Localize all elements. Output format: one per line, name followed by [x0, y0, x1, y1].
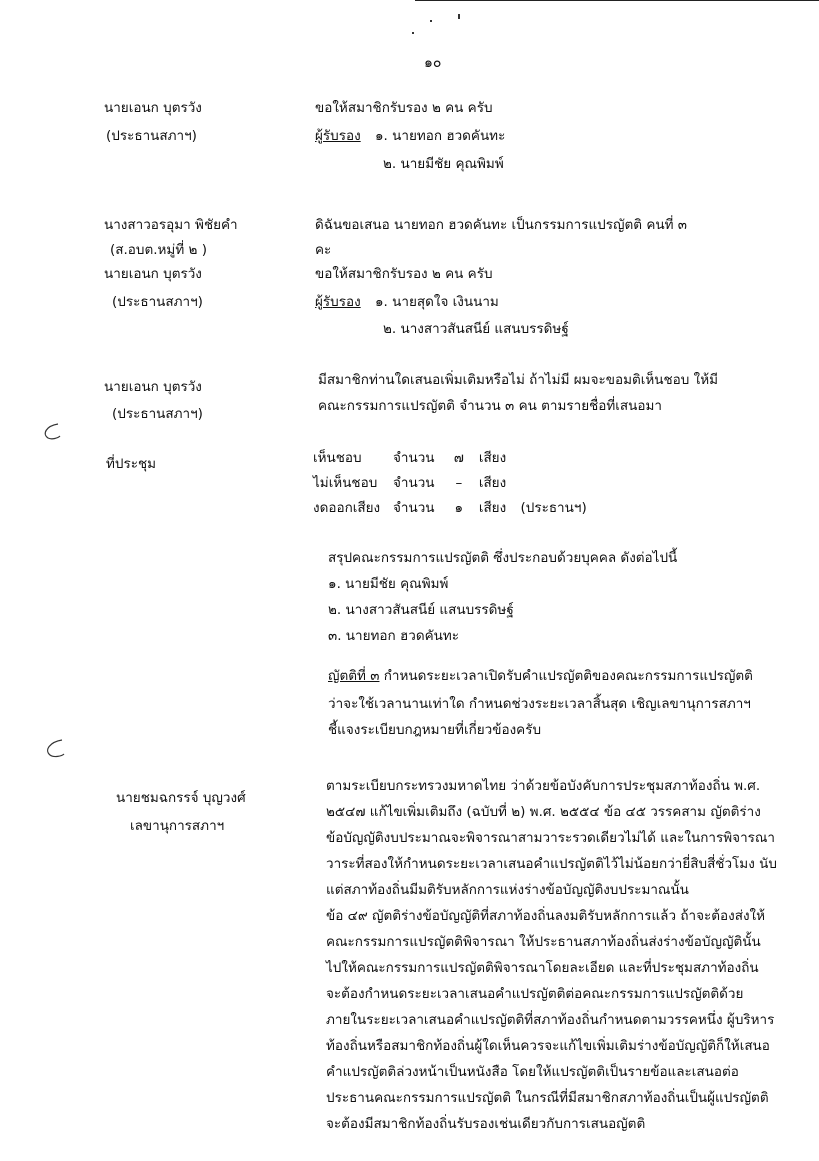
speaker-name: นายเอนก บุตรวัง: [104, 100, 202, 116]
vote-count: –: [455, 475, 463, 491]
vote-label: งดออกเสียง: [313, 500, 381, 516]
committee-member: ๓. นายทอก ฮวดคันทะ: [328, 628, 459, 644]
speaker-role: (ประธานสภาฯ): [112, 294, 203, 310]
paragraph-line: คำแปรญัตติล่วงหน้าเป็นหนังสือ โดยให้แปรญัตติเป็นรายข้อและเสนอต่อ: [326, 1064, 739, 1080]
paragraph-line: คณะกรรมการแปรญัตติพิจารณา ให้ประธานสภาท้องถิ่นส่งร่างข้อบัญญัตินั้น: [326, 934, 761, 950]
paragraph-line: ภายในระยะเวลาเสนอคำแปรญัตติที่สภาท้องถิ่นกำหนดตามวรรคหนึ่ง ผู้บริหาร: [326, 1012, 775, 1028]
speaker-name: นายเอนก บุตรวัง: [104, 379, 202, 395]
agenda-line: ชี้แจงระเบียบกฎหมายที่เกี่ยวข้องครับ: [328, 722, 542, 738]
committee-member: ๒. นางสาวสันสนีย์ แสนบรรดิษฐ์: [328, 602, 514, 618]
endorser-line: [315, 124, 505, 146]
vote-count-label: จำนวน: [393, 475, 435, 491]
vote-label: เห็นชอบ: [313, 450, 362, 466]
statement-line: มีสมาชิกท่านใดเสนอเพิ่มเติมหรือไม่ ถ้าไม่มี ผมจะขอมติเห็นชอบ ให้มี: [318, 372, 719, 388]
speaker-name: นายชมฉกรรจ์ บุญวงศ์: [116, 790, 246, 806]
vote-count-label: จำนวน: [393, 500, 435, 516]
statement-line: ขอให้สมาชิกรับรอง ๒ คน ครับ: [315, 100, 493, 116]
vote-note: (ประธานฯ): [520, 500, 587, 516]
paragraph-line: แต่สภาท้องถิ่นมีมติรับหลักการแห่งร่างข้อบัญญัติงบประมาณนั้น: [326, 882, 689, 898]
vote-row-approve: [313, 446, 506, 468]
scan-speck: [458, 14, 460, 19]
statement-line: ดิฉันขอเสนอ นายทอก ฮวดคันทะ เป็นกรรมการแปรญัตติ คนที่ ๓: [315, 217, 688, 233]
endorser-name: ๑. นายสุดใจ เงินนาม: [374, 294, 499, 310]
agenda-line: ว่าจะใช้เวลานานเท่าใด กำหนดช่วงระยะเวลาสิ้นสุด เชิญเลขานุการสภาฯ: [328, 696, 751, 712]
vote-unit: เสียง: [478, 475, 507, 491]
paragraph-line: จะต้องกำหนดระยะเวลาเสนอคำแปรญัตติต่อคณะกรรมการแปรญัตติด้วย: [326, 986, 744, 1002]
committee-summary-title: สรุปคณะกรรมการแปรญัตติ ซึ่งประกอบด้วยบุคคล ดังต่อไปนี้: [328, 550, 678, 566]
vote-count: ๗: [453, 450, 464, 466]
agenda-line: [328, 664, 753, 686]
committee-member: ๑. นายมีชัย คุณพิมพ์: [328, 576, 449, 592]
vote-unit: เสียง: [478, 500, 507, 516]
statement-line: คะ: [315, 242, 332, 258]
statement-line: ขอให้สมาชิกรับรอง ๒ คน ครับ: [315, 266, 493, 282]
speaker-name: ที่ประชุม: [106, 456, 157, 472]
vote-count-label: จำนวน: [393, 450, 435, 466]
scan-speck: [430, 20, 432, 22]
statement-line: คณะกรรมการแปรญัตติ จำนวน ๓ คน ตามรายชื่อที่เสนอมา: [318, 398, 662, 414]
speaker-role: เลขานุการสภาฯ: [130, 818, 225, 834]
endorser-label: ผู้รับรอง: [315, 128, 361, 144]
paragraph-line: วาระที่สองให้กำหนดระยะเวลาเสนอคำแปรญัตติไว้ไม่น้อยกว่ายี่สิบสี่ชั่วโมง นับ: [326, 856, 777, 872]
endorser-label: ผู้รับรอง: [315, 294, 361, 310]
speaker-role: (ประธานสภาฯ): [112, 406, 203, 422]
agenda-text: กำหนดระยะเวลาเปิดรับคำแปรญัตติของคณะกรรมการแปรญัตติ: [379, 668, 753, 684]
paragraph-line: ตามระเบียบกระทรวงมหาดไทย ว่าด้วยข้อบังคับการประชุมสภาท้องถิ่น พ.ศ.: [326, 778, 761, 794]
vote-row-reject: [313, 471, 506, 493]
vote-unit: เสียง: [478, 450, 507, 466]
speaker-role: (ส.อบต.หมู่ที่ ๒ ): [110, 242, 207, 258]
margin-mark: [36, 420, 66, 444]
margin-mark: [38, 736, 70, 762]
page-number: ๑๐: [424, 55, 442, 71]
paragraph-line: ประธานคณะกรรมการแปรญัตติ ในกรณีที่มีสมาชิกสภาท้องถิ่นเป็นผู้แปรญัตติ: [326, 1090, 769, 1106]
endorser-name: ๒. นายมีชัย คุณพิมพ์: [383, 156, 504, 172]
speaker-role: (ประธานสภาฯ): [106, 128, 197, 144]
speaker-name: นายเอนก บุตรวัง: [104, 266, 202, 282]
paragraph-line: ท้องถิ่นหรือสมาชิกท้องถิ่นผู้ใดเห็นควรจะแก้ไขเพิ่มเติมร่างข้อบัญญัติก็ให้เสนอ: [326, 1038, 770, 1054]
paragraph-line: ๒๕๔๗ แก้ไขเพิ่มเติมถึง (ฉบับที่ ๒) พ.ศ. ๒๕๕๔ ข้อ ๔๕ วรรคสาม ญัตติร่าง: [326, 804, 761, 820]
speaker-name: นางสาวอรอุมา พิชัยคำ: [104, 217, 238, 233]
endorser-name: ๒. นางสาวสันสนีย์ แสนบรรดิษฐ์: [383, 321, 569, 337]
paragraph-line: จะต้องมีสมาชิกท้องถิ่นรับรองเช่นเดียวกับการเสนอญัตติ: [326, 1116, 646, 1132]
endorser-line: [315, 290, 499, 312]
paragraph-line: ข้อบัญญัติงบประมาณจะพิจารณาสามวาระรวดเดียวไม่ได้ และในการพิจารณา: [326, 830, 776, 846]
paragraph-line: ข้อ ๔๙ ญัตติร่างข้อบัญญัติที่สภาท้องถิ่นลงมติรับหลักการแล้ว ถ้าจะต้องส่งให้: [326, 908, 766, 924]
vote-count: ๑: [454, 500, 464, 516]
vote-row-abstain: [313, 496, 587, 518]
vote-label: ไม่เห็นชอบ: [313, 475, 378, 491]
agenda-label: ญัตติที่ ๓: [328, 668, 380, 684]
top-rule: [415, 0, 819, 1]
endorser-name: ๑. นายทอก ฮวดคันทะ: [374, 128, 506, 144]
paragraph-line: ไปให้คณะกรรมการแปรญัตติพิจารณาโดยละเอียด และที่ประชุมสภาท้องถิ่น: [326, 960, 759, 976]
scan-speck: [412, 32, 414, 34]
